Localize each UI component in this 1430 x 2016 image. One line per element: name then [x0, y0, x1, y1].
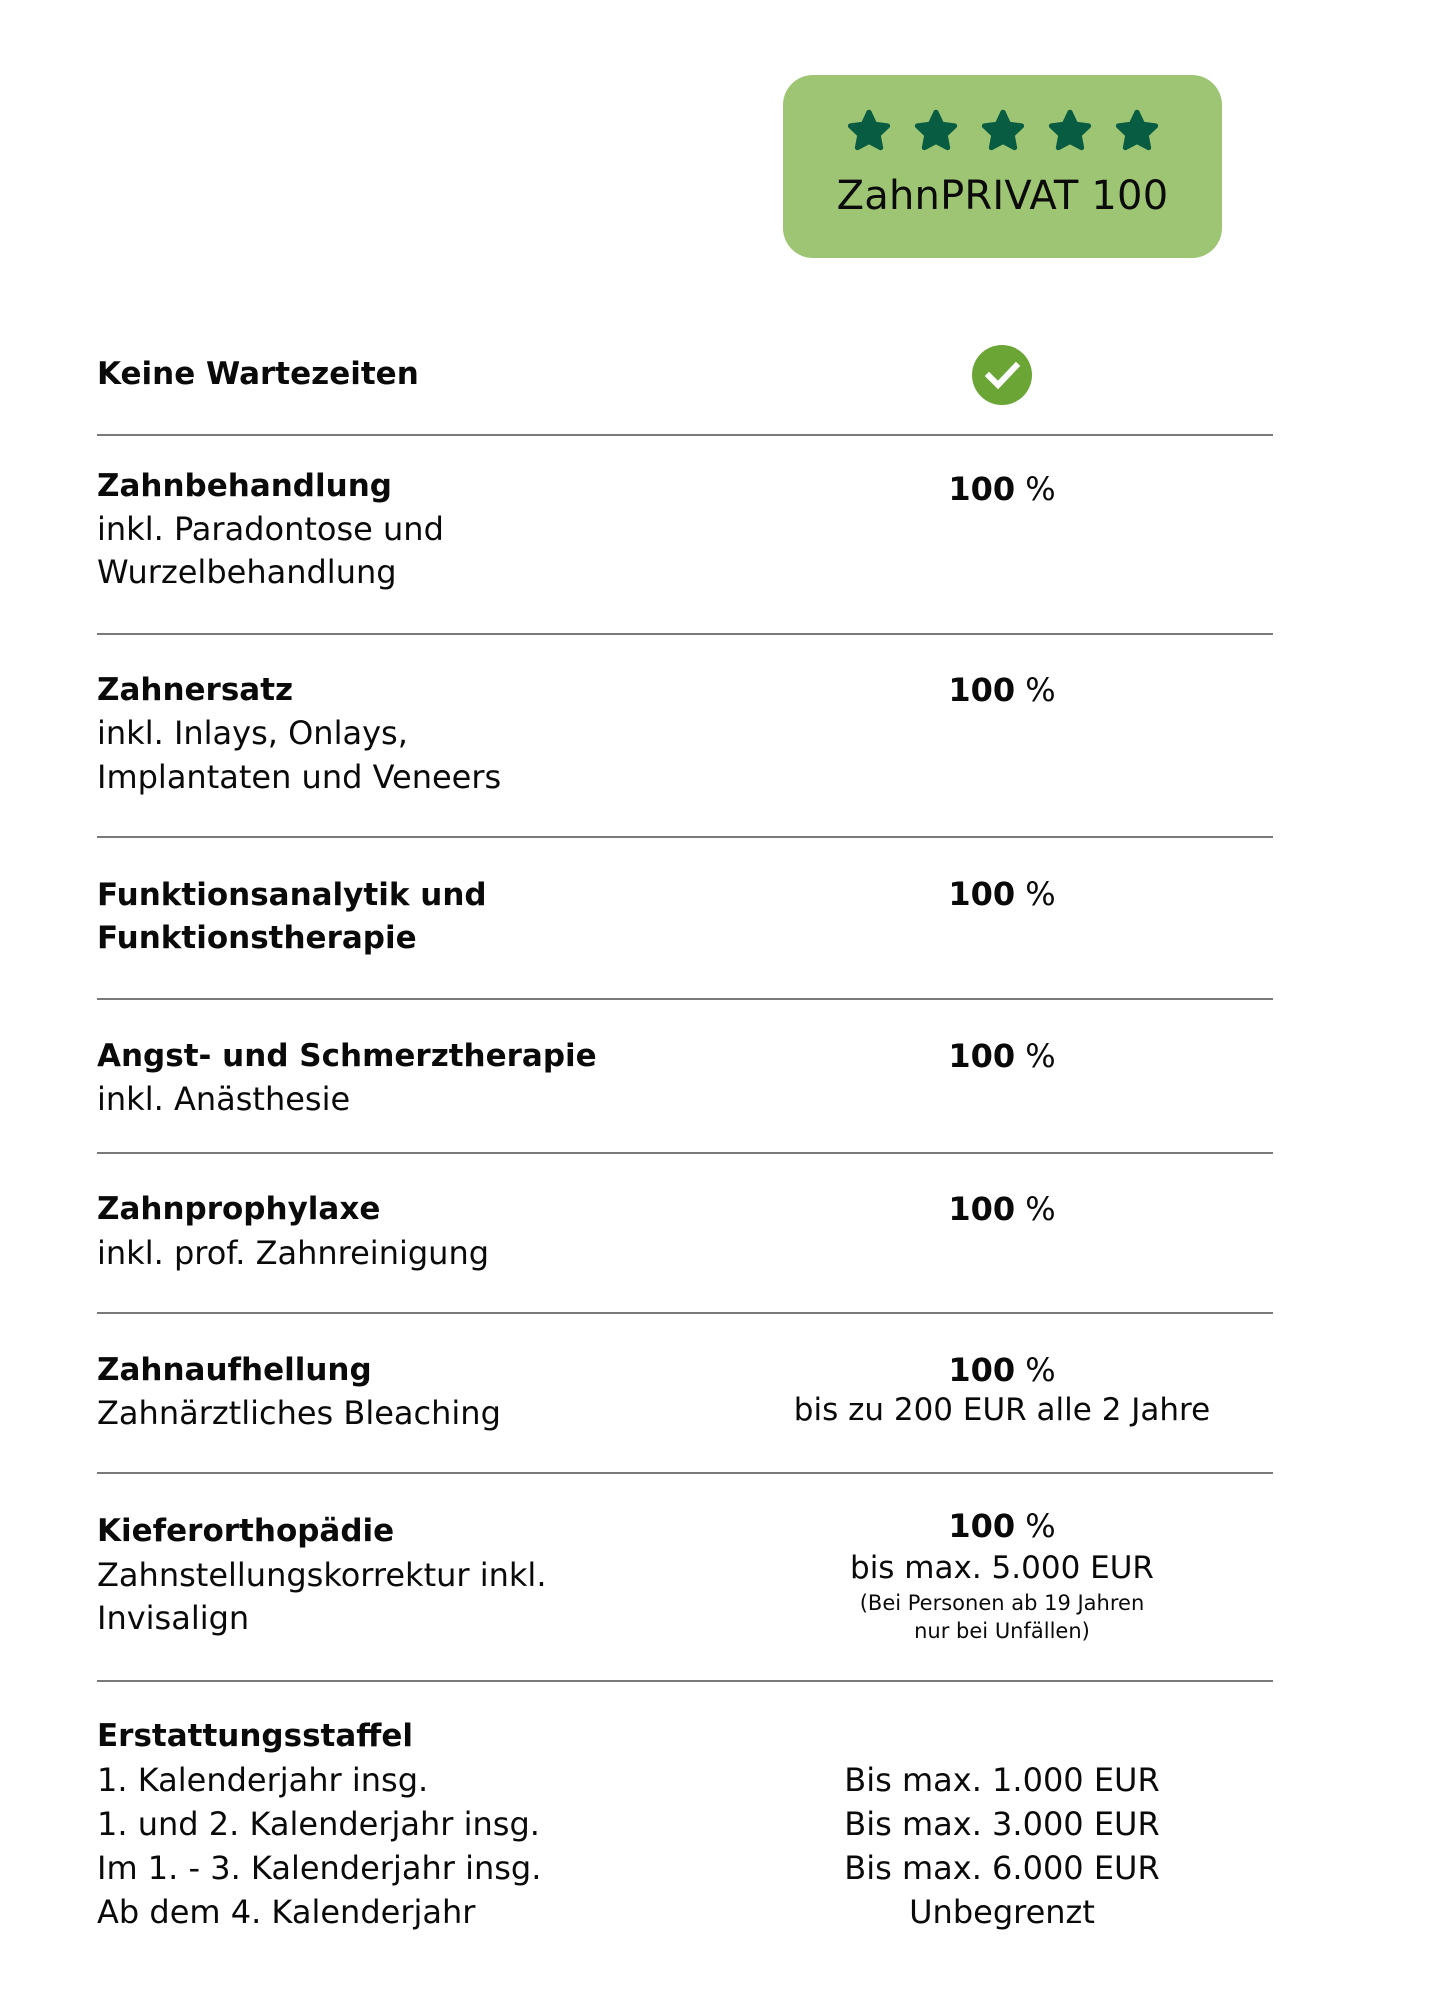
row-value [782, 1034, 1222, 1078]
value-unit: % [1015, 671, 1056, 709]
value-percent: 100 [948, 470, 1016, 508]
row-title-function-analysis: Funktionsanalytik und [97, 877, 487, 913]
row-value [782, 1504, 1222, 1548]
divider [97, 633, 1273, 635]
row-value [782, 1187, 1222, 1231]
star-icon [976, 105, 1030, 157]
value-percent: 100 [948, 1351, 1016, 1389]
divider [97, 836, 1273, 838]
divider [97, 434, 1273, 436]
row-title-anxiety-pain-therapy: Angst- und Schmerztherapie [97, 1038, 597, 1074]
value-percent: 100 [948, 1037, 1016, 1075]
star-icon [842, 105, 896, 157]
scale-period: 1. Kalenderjahr insg. [97, 1761, 429, 1799]
row-title-whitening: Zahnaufhellung [97, 1352, 372, 1388]
row-detail: Wurzelbehandlung [97, 553, 397, 591]
value-unit: % [1015, 1190, 1056, 1228]
row-title-waiting-times: Keine Wartezeiten [97, 356, 419, 392]
divider [97, 1472, 1273, 1474]
scale-period: Ab dem 4. Kalenderjahr [97, 1893, 476, 1931]
row-detail: Zahnstellungskorrektur inkl. [97, 1556, 547, 1594]
row-title-orthodontics: Kieferorthopädie [97, 1513, 395, 1549]
row-detail: Invisalign [97, 1599, 250, 1637]
row-detail: inkl. Inlays, Onlays, [97, 714, 408, 752]
star-icon [1043, 105, 1097, 157]
divider [97, 1152, 1273, 1154]
row-title-function-therapy: Funktionstherapie [97, 920, 417, 956]
value-note: bis zu 200 EUR alle 2 Jahre [793, 1392, 1211, 1428]
row-detail: inkl. Paradontose und [97, 510, 444, 548]
value-unit: % [1015, 1351, 1056, 1389]
star-rating [783, 105, 1222, 161]
value-unit: % [1015, 1507, 1056, 1545]
scale-limit: Bis max. 3.000 EUR [844, 1805, 1160, 1843]
row-detail: inkl. Anästhesie [97, 1080, 351, 1118]
star-icon [1110, 105, 1164, 157]
value-percent: 100 [948, 1190, 1016, 1228]
divider [97, 1312, 1273, 1314]
scale-period: 1. und 2. Kalenderjahr insg. [97, 1805, 540, 1843]
value-unit: % [1015, 470, 1056, 508]
star-icon [909, 105, 963, 157]
row-value [782, 872, 1222, 916]
row-value [782, 668, 1222, 712]
value-unit: % [1015, 1037, 1056, 1075]
value-footnote: nur bei Unfällen) [914, 1619, 1090, 1643]
value-footnote: (Bei Personen ab 19 Jahren [859, 1591, 1145, 1615]
row-value [782, 1348, 1222, 1392]
row-title-dental-treatment: Zahnbehandlung [97, 468, 392, 504]
row-title-dentures: Zahnersatz [97, 672, 294, 708]
scale-limit: Bis max. 6.000 EUR [844, 1849, 1160, 1887]
value-percent: 100 [948, 1507, 1016, 1545]
row-detail: Zahnärztliches Bleaching [97, 1394, 501, 1432]
row-title-reimbursement-scale: Erstattungsstaffel [97, 1718, 414, 1754]
scale-period: Im 1. - 3. Kalenderjahr insg. [97, 1849, 542, 1887]
tariff-name: ZahnPRIVAT 100 [836, 173, 1169, 219]
value-percent: 100 [948, 671, 1016, 709]
row-detail: Implantaten und Veneers [97, 758, 502, 796]
value-note: bis max. 5.000 EUR [850, 1550, 1154, 1586]
row-value [782, 467, 1222, 511]
value-unit: % [1015, 875, 1056, 913]
row-title-prophylaxis: Zahnprophylaxe [97, 1191, 381, 1227]
tariff-badge [783, 75, 1222, 258]
value-percent: 100 [948, 875, 1016, 913]
scale-limit: Bis max. 1.000 EUR [844, 1761, 1160, 1799]
divider [97, 1680, 1273, 1682]
scale-limit: Unbegrenzt [909, 1893, 1095, 1931]
check-circle-icon [971, 344, 1033, 406]
row-detail: inkl. prof. Zahnreinigung [97, 1234, 490, 1272]
divider [97, 998, 1273, 1000]
